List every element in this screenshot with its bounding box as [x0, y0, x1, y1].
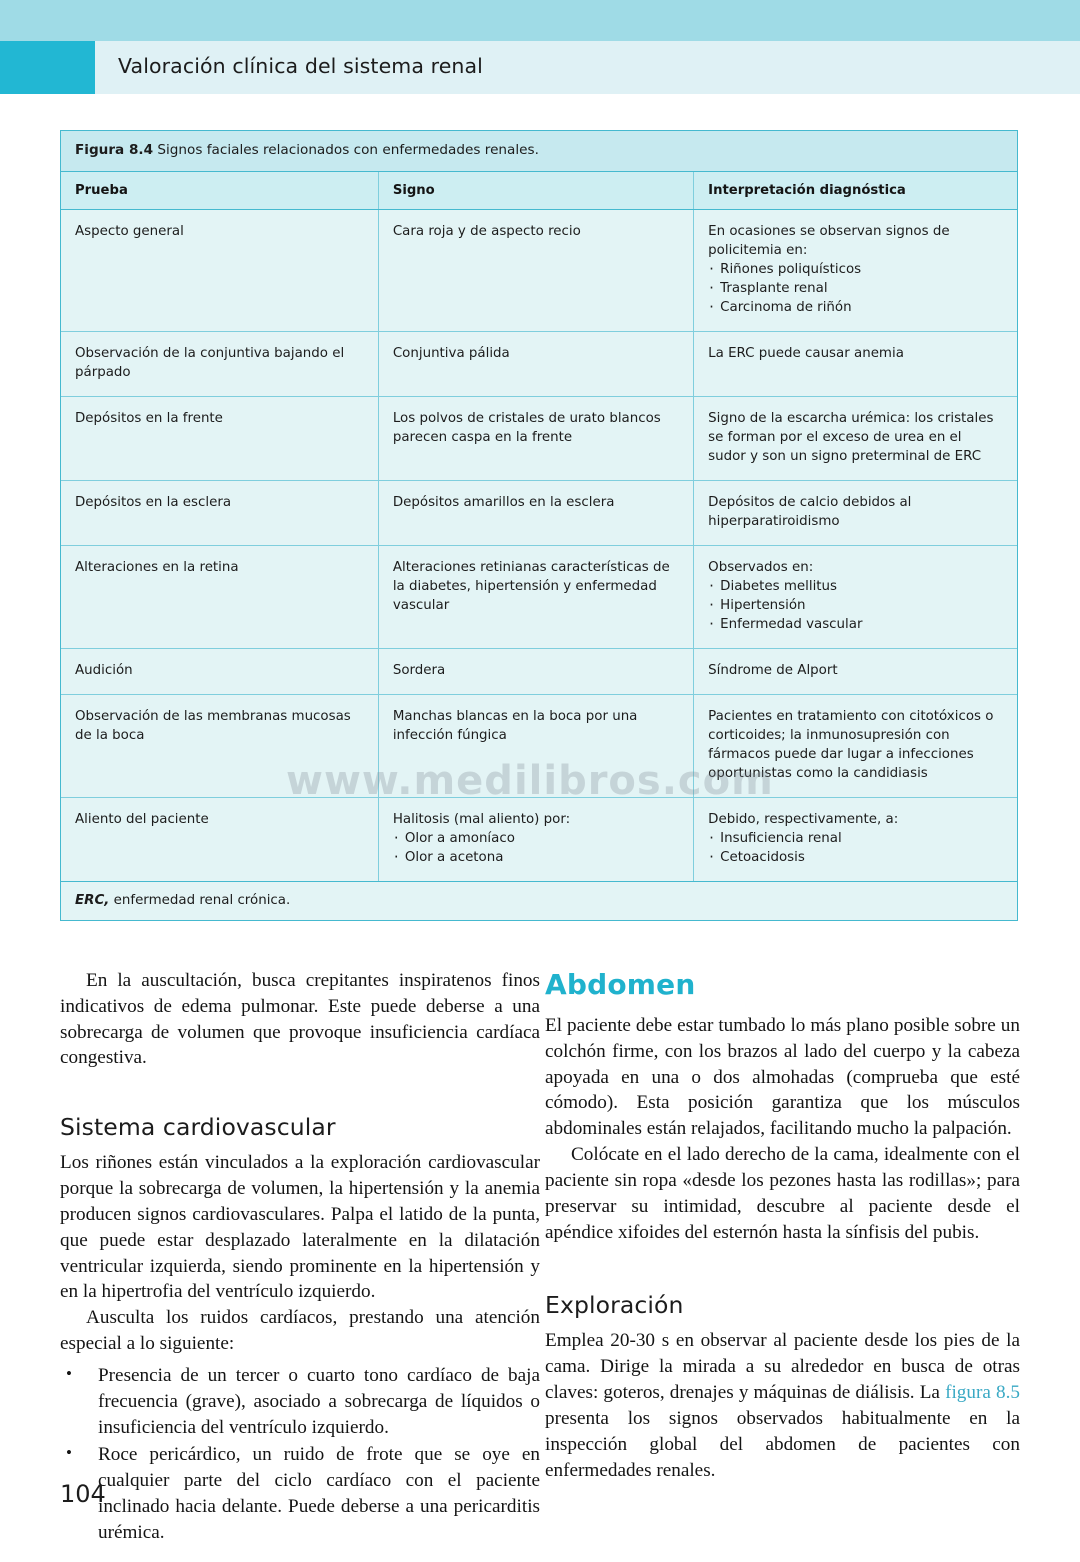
cell-signo: Manchas blancas en la boca por una infección fúngica [378, 695, 693, 798]
footnote-text: enfermedad renal crónica. [109, 893, 291, 909]
signs-table [61, 172, 1017, 882]
list-item: · Cetoacidosis [708, 848, 1001, 867]
list-item: · Olor a acetona [393, 848, 677, 867]
cell-signo: Depósitos amarillos en la esclera [378, 480, 693, 545]
cell-signo: Los polvos de cristales de urato blancos parecen caspa en la frente [378, 396, 693, 480]
body-column-right [545, 968, 1020, 1483]
table-row [61, 480, 1017, 545]
cell-prueba: Depósitos en la frente [61, 396, 378, 480]
cell-interpretacion: Pacientes en tratamiento con citotóxicos o corticoides; la inmunosupresión con fármacos puede dar lugar a infecciones oportunistas como la candidiasis [694, 695, 1017, 798]
cell-signo: Alteraciones retinianas características de la diabetes, hipertensión y enfermedad vascular [378, 546, 693, 649]
interpretacion-list [708, 260, 1001, 317]
cell-interpretacion: Síndrome de Alport [694, 649, 1017, 695]
column-header-prueba: Prueba [61, 172, 378, 210]
list-item: · Diabetes mellitus [708, 577, 1001, 596]
interpretacion-list [708, 829, 1001, 867]
cell-signo: Sordera [378, 649, 693, 695]
running-header-title: Valoración clínica del sistema renal [118, 54, 483, 78]
table-row [61, 546, 1017, 649]
list-item: • Presencia de un tercer o cuarto tono cardíaco de baja frecuencia (grave), asociado a sobrecarga de líquidos o insuficiencia del ventrículo izquierdo. [60, 1363, 540, 1440]
paragraph-cardio-2: Ausculta los ruidos cardíacos, prestando una atención especial a lo siguiente: [60, 1307, 540, 1355]
paragraph-auscultacion: En la auscultación, busca crepitantes inspiratenos finos indicativos de edema pulmonar. Este puede deberse a una sobrecarga de volumen que provoque insuficiencia cardíaca congestiva. [60, 970, 540, 1069]
figure-footnote [61, 881, 1017, 920]
cell-signo: Conjuntiva pálida [378, 331, 693, 396]
cell-prueba: Observación de la conjuntiva bajando el párpado [61, 331, 378, 396]
list-item: · Hipertensión [708, 596, 1001, 615]
cell-interpretacion: La ERC puede causar anemia [694, 331, 1017, 396]
heading-exploracion: Exploración [545, 1291, 684, 1320]
footnote-abbreviation: ERC, [75, 893, 110, 909]
interpretacion-lead: En ocasiones se observan signos de policitemia en: [708, 223, 950, 258]
list-item: · Riñones poliquísticos [708, 260, 1001, 279]
exploracion-text-before: Emplea 20-30 s en observar al paciente desde los pies de la cama. Dirige la mirada a su alrededor en busca de otras claves: goteros, drenajes y máquinas de diálisis. La [545, 1330, 1020, 1404]
table-row [61, 798, 1017, 882]
paragraph-exploracion [545, 1328, 1020, 1483]
interpretacion-list [708, 577, 1001, 634]
cardio-bullet-list [60, 1363, 540, 1546]
cell-interpretacion [694, 209, 1017, 331]
paragraph-abdomen-1: El paciente debe estar tumbado lo más plano posible sobre un colchón firme, con los brazos al lado del cuerpo y la cabeza apoyada en una o dos almohadas (comprueba que esté cómodo). Esta posición garantiza que los músculos abdominales están relajados, facilitando mucho la palpación. [545, 1015, 1020, 1140]
table-row [61, 396, 1017, 480]
list-item: · Insuficiencia renal [708, 829, 1001, 848]
cell-interpretacion: Signo de la escarcha urémica: los cristales se forman por el exceso de urea en el sudor y son un signo preterminal de ERC [694, 396, 1017, 480]
cell-prueba: Aliento del paciente [61, 798, 378, 882]
table-row [61, 209, 1017, 331]
signo-list [393, 829, 677, 867]
heading-abdomen: Abdomen [545, 968, 696, 1001]
site-watermark: www.medilibros.com [286, 758, 774, 804]
list-item: · Olor a amoníaco [393, 829, 677, 848]
cell-interpretacion [694, 546, 1017, 649]
cell-signo [378, 798, 693, 882]
list-item: · Trasplante renal [708, 279, 1001, 298]
cell-prueba: Audición [61, 649, 378, 695]
interpretacion-lead: Debido, respectivamente, a: [708, 812, 899, 828]
cell-prueba: Aspecto general [61, 209, 378, 331]
cell-prueba: Observación de las membranas mucosas de la boca [61, 695, 378, 798]
cell-signo: Cara roja y de aspecto recio [378, 209, 693, 331]
table-row [61, 331, 1017, 396]
cross-reference-figura-8-5[interactable]: figura 8.5 [945, 1382, 1020, 1404]
signo-lead: Halitosis (mal aliento) por: [392, 812, 571, 828]
cell-prueba: Depósitos en la esclera [61, 480, 378, 545]
table-row [61, 695, 1017, 798]
body-column-left [60, 968, 540, 1548]
page-number: 104 [60, 1480, 106, 1508]
list-item: · Enfermedad vascular [708, 615, 1001, 634]
list-item: • Roce pericárdico, un ruido de frote que se oye en cualquier parte del ciclo cardíaco con el paciente inclinado hacia delante. Puede deberse a una pericarditis urémica. [60, 1442, 540, 1545]
interpretacion-lead: Observados en: [708, 560, 814, 576]
figure-caption-text: Signos faciales relacionados con enfermedades renales. [157, 142, 539, 158]
paragraph-abdomen-2: Colócate en el lado derecho de la cama, idealmente con el paciente sin ropa «desde los pezones hasta las rodillas»; para preservar su intimidad, descubre al paciente desde el apéndice xifoides del esternón hasta la sínfisis del pubis. [545, 1144, 1020, 1243]
header-top-band [0, 0, 1080, 41]
list-item: · Carcinoma de riñón [708, 298, 1001, 317]
header-color-swatch [0, 41, 95, 94]
heading-sistema-cardiovascular: Sistema cardiovascular [60, 1113, 336, 1142]
cell-prueba: Alteraciones en la retina [61, 546, 378, 649]
cell-interpretacion [694, 798, 1017, 882]
figure-label: Figura 8.4 [75, 142, 154, 158]
column-header-interpretacion: Interpretación diagnóstica [694, 172, 1017, 210]
cell-interpretacion: Depósitos de calcio debidos al hiperparatiroidismo [694, 480, 1017, 545]
table-header-row [61, 172, 1017, 210]
table-row [61, 649, 1017, 695]
figure-8-4-block [60, 130, 1018, 921]
figure-caption [61, 131, 1017, 172]
column-header-signo: Signo [378, 172, 693, 210]
exploracion-text-after: presenta los signos observados habitualmente en la inspección global del abdomen de pacientes con enfermedades renales. [545, 1407, 1020, 1481]
paragraph-cardio-1: Los riñones están vinculados a la exploración cardiovascular porque la sobrecarga de volumen, la hipertensión y la anemia producen signos cardiovasculares. Palpa el latido de la punta, que puede estar desplazado lateralmente en la dilatación ventricular izquierda, siendo prominente en la hipertensión y en la hipertrofia del ventrículo izquierdo. [60, 1152, 540, 1303]
